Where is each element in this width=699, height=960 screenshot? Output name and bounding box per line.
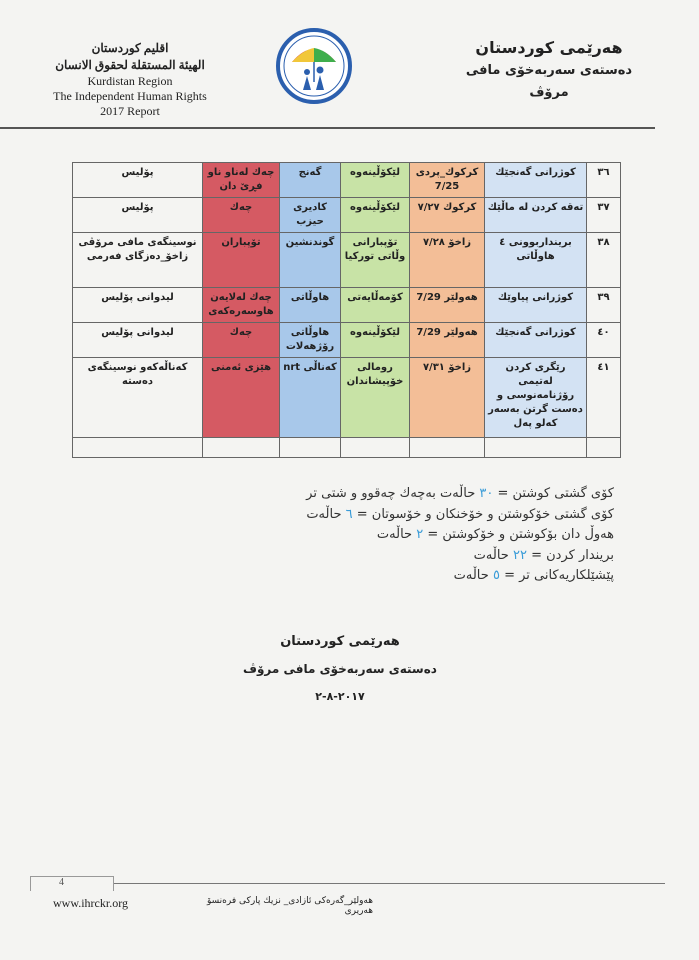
incident-table xyxy=(72,162,621,458)
signature-commission: دەستەی سەربەخۆی مافی مرۆڤ xyxy=(243,662,437,676)
table-cell-place-date: هەولێر 7/29 xyxy=(410,288,485,323)
table-cell-status: رومالی خۆپیشاندان xyxy=(341,358,410,438)
table-cell-event: تەقە كردن لە ماڵێك xyxy=(485,198,587,233)
table-row xyxy=(73,288,621,323)
table-cell-number: ٣٨ xyxy=(587,233,621,288)
table-cell-means: چەك xyxy=(203,198,280,233)
table-cell-number: ٣٩ xyxy=(587,288,621,323)
signature-region: هەرێمی كوردستان xyxy=(280,634,400,649)
table-cell-event: كوژرانی پیاوێك xyxy=(485,288,587,323)
arabic-region-title: اقليم كوردستان xyxy=(91,41,169,55)
table-cell-victim xyxy=(280,438,341,458)
summary-count: ٥ xyxy=(492,568,500,583)
table-cell-source xyxy=(73,438,203,458)
table-cell-means: چەك xyxy=(203,323,280,358)
summary-line-injuries: بریندار كردن = ٢٢ حاڵەت xyxy=(473,547,614,563)
table-cell-place-date: زاخۆ ٧/٣١ xyxy=(410,358,485,438)
table-row xyxy=(73,438,621,458)
summary-line-killings: كۆی گشتی كوشتن = ٣٠ حاڵەت بەچەك چەقوو و شتی تر xyxy=(306,486,614,501)
table-cell-victim: هاوڵاتی رۆژهەلات xyxy=(280,323,341,358)
table-cell-status: كۆمەڵایەتی xyxy=(341,288,410,323)
table-cell-victim: كادیری حیزب xyxy=(280,198,341,233)
table-cell-victim: گوندنشین xyxy=(280,233,341,288)
table-cell-source: لیدوانی پۆلیس xyxy=(73,288,203,323)
page-number-tab xyxy=(30,876,114,891)
page-number: 4 xyxy=(59,877,64,888)
table-cell-victim: كەناڵی nrt xyxy=(280,358,341,438)
arabic-commission-title: الهيئة المستقلة لحقوق الانسان xyxy=(55,58,205,72)
table-cell-place-date: زاخۆ ٧/٢٨ xyxy=(410,233,485,288)
summary-line-other-violations: پێشێلكاریەكانی تر = ٥ حاڵەت xyxy=(453,568,614,583)
summary-count: ٢٢ xyxy=(512,547,527,563)
table-cell-means: چەك لەلایەن هاوسەرەكەی xyxy=(203,288,280,323)
header-divider xyxy=(0,127,655,129)
table-cell-source: پۆلیس xyxy=(73,198,203,233)
table-cell-event: برینداربوونی ٤ هاوڵاتی xyxy=(485,233,587,288)
table-cell-source: لیدوانی پۆلیس xyxy=(73,323,203,358)
table-cell-source: نوسینگەی مافی مرۆڤی زاخۆ_دەزگای فەرمی xyxy=(73,233,203,288)
kurdish-header xyxy=(449,36,649,104)
table-cell-source: پۆلیس xyxy=(73,163,203,198)
table-cell-place-date: كركوك ٧/٢٧ xyxy=(410,198,485,233)
english-region-title: Kurdistan Region xyxy=(87,74,173,88)
table-cell-source: كەناڵەكەو نوسینگەی دەستە xyxy=(73,358,203,438)
table-row xyxy=(73,198,621,233)
table-cell-place-date xyxy=(410,438,485,458)
table-cell-victim: هاوڵاتی xyxy=(280,288,341,323)
table-cell-number xyxy=(587,438,621,458)
table-cell-event xyxy=(485,438,587,458)
summary-line-suicides: كۆی گشتی خۆكوشتن و خۆخنكان و خۆسوتان = ٦ حاڵەت xyxy=(306,506,614,522)
summary-count: ٢ xyxy=(416,527,424,542)
table-row xyxy=(73,323,621,358)
kurdish-region-title: هەرێمی كوردستان xyxy=(475,38,623,57)
table-cell-place-date: هەولێر 7/29 xyxy=(410,323,485,358)
table-cell-number: ٣٧ xyxy=(587,198,621,233)
table-cell-status: لێكۆڵینەوە xyxy=(341,163,410,198)
table-cell-number: ٤٠ xyxy=(587,323,621,358)
table-cell-number: ٤١ xyxy=(587,358,621,438)
table-row xyxy=(73,358,621,438)
table-cell-place-date: كركوك_پردی 7/25 xyxy=(410,163,485,198)
table-cell-status: تۆپبارانی وڵاتی توركیا xyxy=(341,233,410,288)
kurdish-commission-title: دەستەی سەربەخۆی مافی مرۆڤ xyxy=(465,63,633,100)
table-cell-event: كوژرانی گەنجێك xyxy=(485,323,587,358)
table-cell-status: لێكۆڵینەوە xyxy=(341,198,410,233)
table-cell-event: رێگری كردن لەتیمی رۆژنامەنوسی و دەست گرتن بەسەر كەلو پەل xyxy=(485,358,587,438)
summary-count: ٣٠ xyxy=(479,486,494,501)
summary-line-attempts: هەوڵ دان بۆكوشتن و خۆكوشتن = ٢ حاڵەت xyxy=(376,527,614,542)
table-cell-means: هێزی ئەمنی xyxy=(203,358,280,438)
table-cell-event: كوژرانی گەنجێك xyxy=(485,163,587,198)
commission-logo xyxy=(276,28,352,104)
footer-address: هەولێر_گەرەكی ئازادی_ نزیك پاركی فرەنسۆ هەریری xyxy=(207,896,373,916)
english-report-year: 2017 Report xyxy=(100,104,160,118)
table-cell-means: تۆپباران xyxy=(203,233,280,288)
table-cell-status: لێكۆڵینەوە xyxy=(341,323,410,358)
summary-block xyxy=(194,484,614,587)
table-cell-victim: گەنج xyxy=(280,163,341,198)
website-link[interactable]: www.ihrckr.org xyxy=(53,896,128,910)
signature-date: ٢٠١٧-٨-٢ xyxy=(315,690,365,703)
table-row xyxy=(73,163,621,198)
table-cell-means: چەك لەناو ناو فڕێ دان xyxy=(203,163,280,198)
english-commission-title: The Independent Human Rights xyxy=(53,89,207,103)
arabic-english-header xyxy=(45,40,215,119)
summary-count: ٦ xyxy=(345,506,353,522)
table-row xyxy=(73,233,621,288)
table-cell-means xyxy=(203,438,280,458)
table-cell-number: ٣٦ xyxy=(587,163,621,198)
footer-divider xyxy=(30,883,665,884)
table-cell-status xyxy=(341,438,410,458)
